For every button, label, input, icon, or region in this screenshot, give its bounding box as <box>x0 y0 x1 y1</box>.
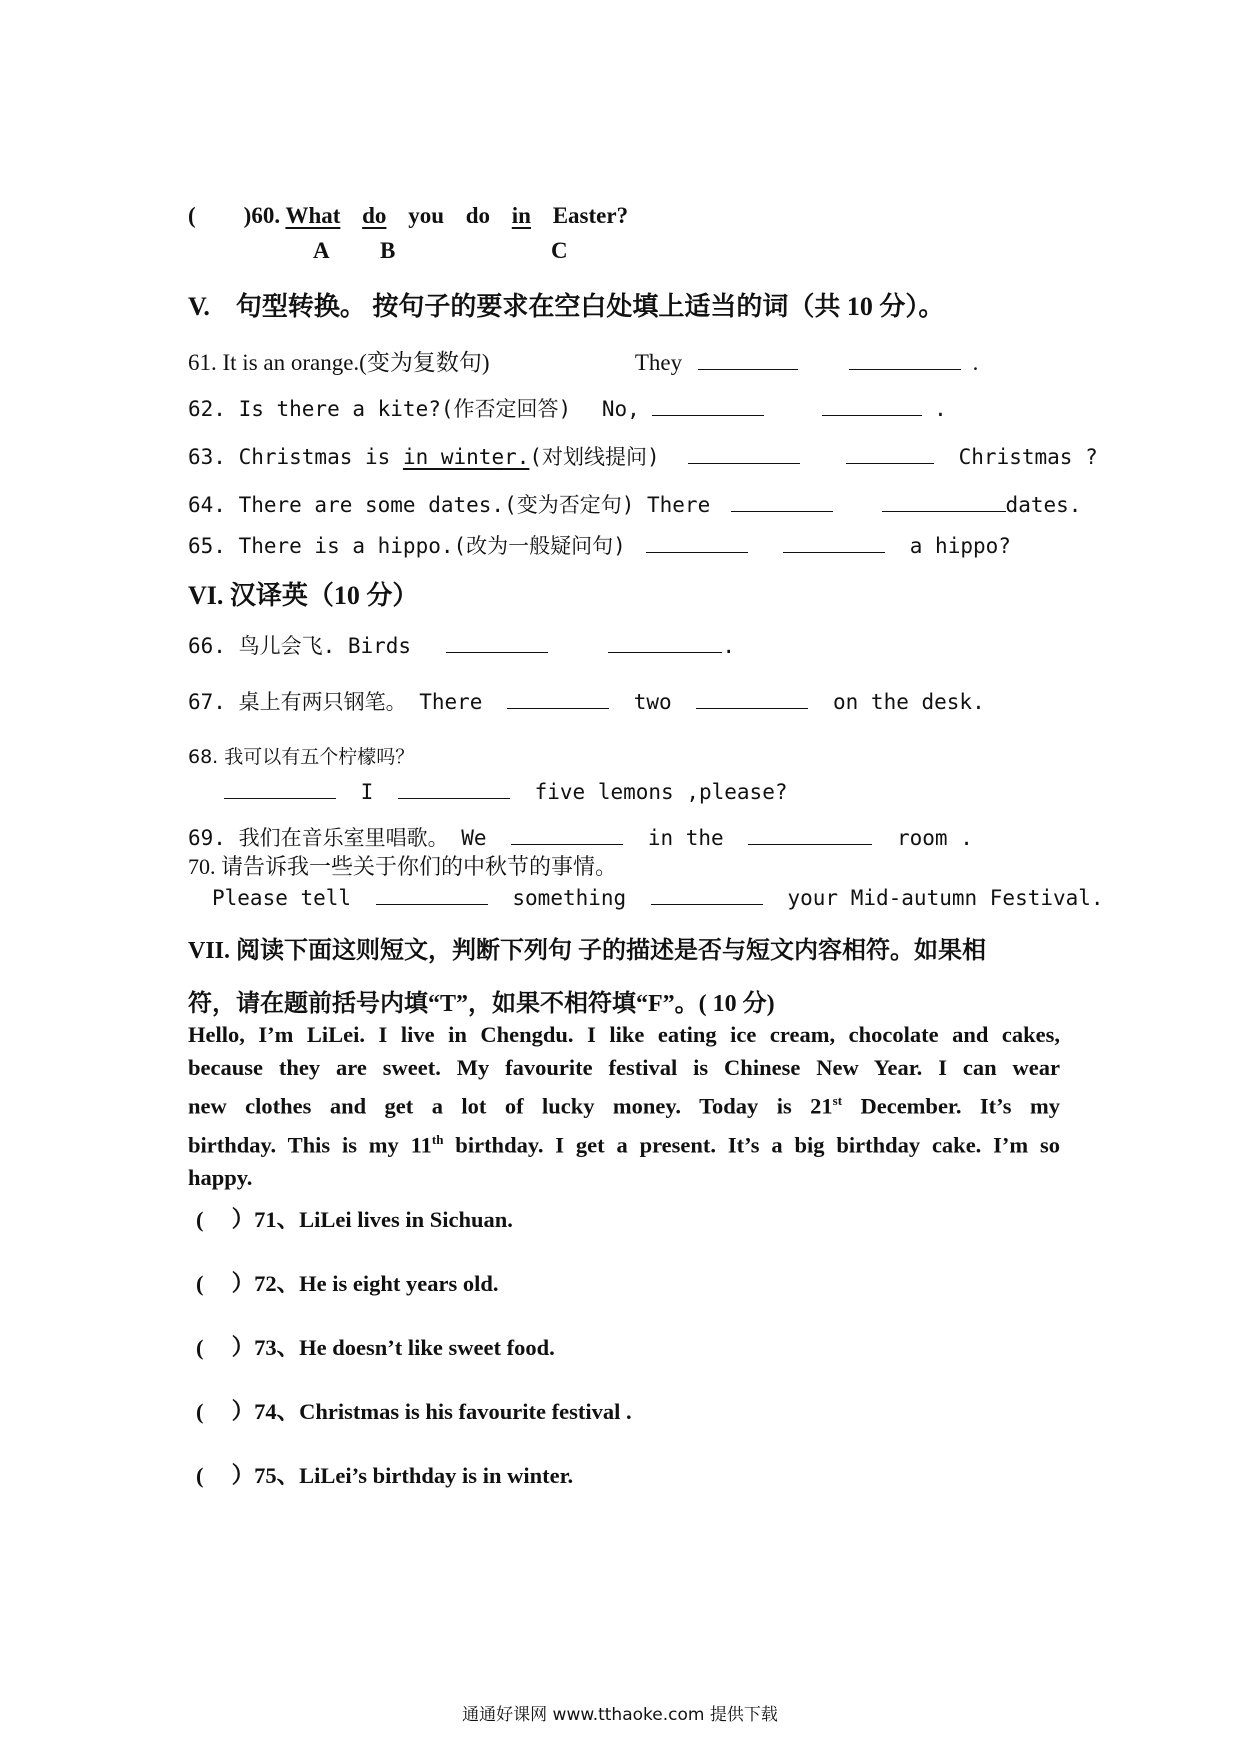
answer-blank[interactable] <box>882 493 1006 512</box>
question-67-mid: two <box>633 690 672 714</box>
question-63-text: 63. Christmas is <box>188 445 403 469</box>
question-66 <box>188 630 735 660</box>
question-61: 61. It is an orange.(变为复数句) They . <box>188 350 979 375</box>
question-62-answer-start: No, <box>601 397 640 421</box>
question-70-mid: something <box>512 886 627 910</box>
question-63-instruction: (对划线提问) <box>529 445 660 469</box>
answer-blank[interactable] <box>646 534 748 553</box>
reading-passage <box>188 1018 1060 1194</box>
question-72: ( ）72、He is eight years old. <box>196 1271 499 1296</box>
word-easter: Easter? <box>552 203 629 228</box>
answer-blank[interactable] <box>376 886 488 905</box>
answer-blank[interactable] <box>651 886 763 905</box>
question-68-text: 68. 我可以有五个柠檬吗？ <box>188 746 415 768</box>
question-68-answer <box>188 780 788 804</box>
question-69-text: 69. 我们在音乐室里唱歌。 We <box>188 826 487 850</box>
answer-blank[interactable] <box>652 397 764 416</box>
question-62: 62. Is there a kite?(作否定回答) No, . <box>188 397 947 421</box>
answer-blank[interactable] <box>446 634 548 653</box>
section-5-heading: V. 句型转换。 按句子的要求在空白处填上适当的词（共 10 分）。 <box>188 292 945 321</box>
passage-line: birthday. This is my 11th birthday. I get a present. It’s a big birthday cake. I’m so <box>188 1131 1060 1157</box>
answer-blank[interactable] <box>608 634 722 653</box>
word-do: do <box>362 203 387 228</box>
question-69 <box>188 822 973 852</box>
word-in: in <box>511 203 531 228</box>
question-67 <box>188 686 985 716</box>
question-60 <box>188 203 628 229</box>
word-you: you <box>408 203 444 228</box>
question-63-end: Christmas ? <box>958 445 1098 469</box>
question-73: ( ）73、He doesn’t like sweet food. <box>196 1335 555 1360</box>
option-c-label: C <box>551 238 568 263</box>
option-a-label: A <box>313 238 330 263</box>
question-69-mid: in the <box>647 826 724 850</box>
question-67-text: 67. 桌上有两只钢笔。 There <box>188 690 483 714</box>
answer-paren-open: ( <box>188 203 196 228</box>
answer-blank[interactable] <box>688 445 800 464</box>
answer-blank[interactable] <box>698 351 798 370</box>
answer-paren-close: ) <box>243 203 252 228</box>
answer-blank[interactable] <box>696 690 808 709</box>
question-61-answer-start: They <box>634 350 683 375</box>
question-63-underlined: in winter. <box>402 445 530 469</box>
word-what: What <box>285 203 341 228</box>
answer-blank[interactable] <box>783 534 885 553</box>
question-70-start: Please tell <box>212 886 352 910</box>
question-68-mid: I <box>360 780 374 804</box>
passage-line: because they are sweet. My favourite festival is Chinese New Year. I can wear <box>188 1055 1060 1080</box>
question-75: ( ）75、LiLei’s birthday is in winter. <box>196 1463 574 1488</box>
answer-blank[interactable] <box>748 826 872 845</box>
section-7-heading-line2: 符，请在题前括号内填“T”，如果不相符填“F”。( 10 分) <box>188 991 775 1017</box>
question-66-text: 66. 鸟儿会飞. Birds <box>188 634 412 658</box>
question-69-end: room . <box>897 826 973 850</box>
question-70-end: your Mid-autumn Festival. <box>787 886 1104 910</box>
question-number: 60. <box>251 203 281 228</box>
question-70-text: 70. 请告诉我一些关于你们的中秋节的事情。 <box>188 854 618 879</box>
word-do-2: do <box>465 203 491 228</box>
question-61-text: 61. It is an orange.(变为复数句) <box>188 350 490 375</box>
answer-blank[interactable] <box>731 493 833 512</box>
question-63 <box>188 441 1098 471</box>
answer-blank[interactable] <box>398 780 510 799</box>
passage-line: new clothes and get a lot of lucky money. Today is 21st December. It’s my <box>188 1093 1060 1119</box>
question-62-text: 62. Is there a kite?(作否定回答) <box>188 397 572 421</box>
passage-line: Hello, I’m LiLei. I live in Chengdu. I like eating ice cream, chocolate and cakes, <box>188 1022 1060 1047</box>
answer-blank[interactable] <box>511 826 623 845</box>
question-65 <box>188 530 1011 560</box>
question-67-end: on the desk. <box>833 690 985 714</box>
question-64-text: 64. There are some dates.(变为否定句) There <box>188 493 711 517</box>
question-64-end: dates. <box>1005 493 1082 517</box>
answer-blank[interactable] <box>846 445 934 464</box>
section-7-heading-line1: VII. 阅读下面这则短文，判断下列句 子的描述是否与短文内容相符。如果相 <box>188 938 987 964</box>
section-6-heading: VI. 汉译英（10 分） <box>188 581 419 610</box>
passage-line: happy. <box>188 1165 253 1190</box>
question-74: ( ）74、Christmas is his favourite festival . <box>196 1399 632 1424</box>
answer-blank[interactable] <box>224 780 336 799</box>
question-64 <box>188 489 1081 519</box>
question-68-end: five lemons ,please? <box>534 780 788 804</box>
question-70-answer <box>188 886 1104 910</box>
answer-blank[interactable] <box>849 351 961 370</box>
answer-blank[interactable] <box>822 397 922 416</box>
question-71: ( ）71、LiLei lives in Sichuan. <box>196 1207 513 1232</box>
question-65-end: a hippo? <box>909 534 1011 558</box>
page-footer: 通通好课网 www.tthaoke.com 提供下载 <box>462 1705 778 1725</box>
answer-blank[interactable] <box>507 690 609 709</box>
question-66-end: . <box>722 634 736 658</box>
option-b-label: B <box>380 238 396 263</box>
question-65-text: 65. There is a hippo.(改为一般疑问句) <box>188 534 626 558</box>
